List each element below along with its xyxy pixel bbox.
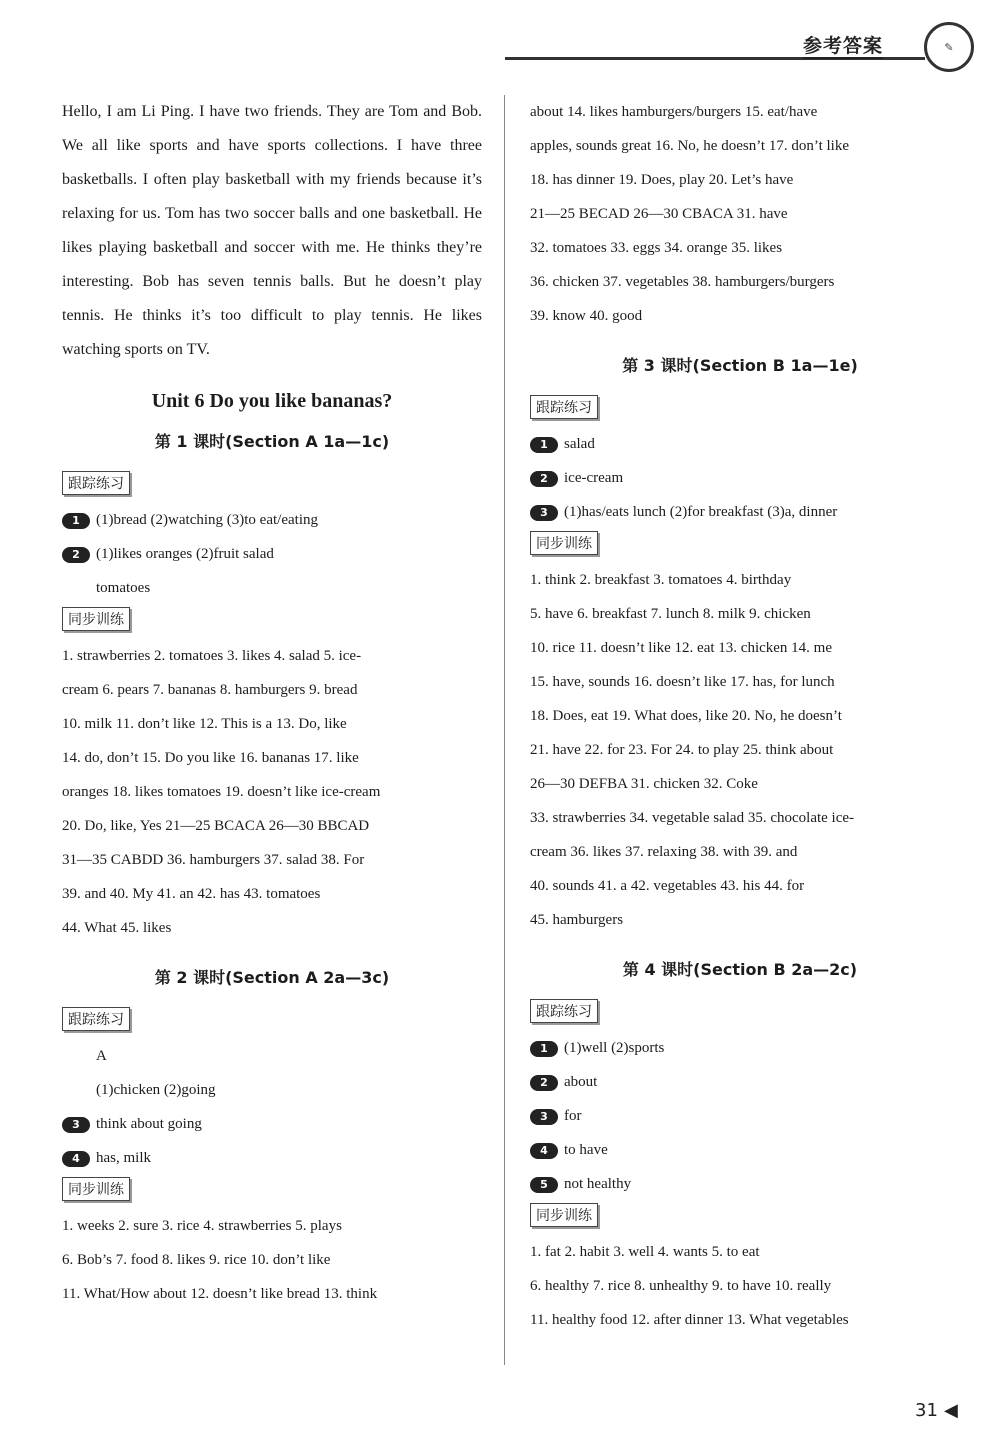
answer-line: cream 6. pears 7. bananas 8. hamburgers 9. bread <box>62 682 358 698</box>
track-item: A <box>96 1048 107 1064</box>
sync-training-tag: 同步训练 <box>530 1203 598 1227</box>
header-answer-tag: 参考答案 <box>803 35 884 57</box>
answer-line: 6. Bob’s 7. food 8. likes 9. rice 10. don’t like <box>62 1252 331 1268</box>
track-item: 2 ice-cream <box>530 461 950 495</box>
answer-line: 21—25 BECAD 26—30 CBACA 31. have <box>530 206 788 222</box>
track-item: 1 (1)well (2)sports <box>530 1031 950 1065</box>
answer-line: 31—35 CABDD 36. hamburgers 37. salad 38. For <box>62 852 365 868</box>
answer-line: 1. weeks 2. sure 3. rice 4. strawberries 5. plays <box>62 1218 342 1234</box>
answer-line: 18. has dinner 19. Does, play 20. Let’s have <box>530 172 794 188</box>
number-badge: 3 <box>530 1109 558 1125</box>
brand-logo-icon: ✎ <box>924 22 974 72</box>
track-item: 4 to have <box>530 1133 950 1167</box>
answer-line: 21. have 22. for 23. For 24. to play 25. think about <box>530 742 834 758</box>
answer-line: 5. have 6. breakfast 7. lunch 8. milk 9. chicken <box>530 606 811 622</box>
track-item: 3 (1)has/eats lunch (2)for breakfast (3)a, dinner <box>530 495 950 529</box>
left-column <box>62 95 482 1311</box>
tracking-practice-tag: 跟踪练习 <box>62 471 130 495</box>
track-item: (1)chicken (2)going <box>96 1082 216 1098</box>
number-badge: 2 <box>530 1075 558 1091</box>
answer-line: 1. think 2. breakfast 3. tomatoes 4. birthday <box>530 572 792 588</box>
track-item: 3 for <box>530 1099 950 1133</box>
number-badge: 1 <box>530 437 558 453</box>
section-title-1: 第 1 课时(Section A 1a—1c) <box>154 432 390 451</box>
answer-line: 44. What 45. likes <box>62 920 172 936</box>
answer-line: 11. What/How about 12. doesn’t like bread 13. think <box>62 1286 378 1302</box>
number-badge: 4 <box>530 1143 558 1159</box>
answer-line: 1. fat 2. habit 3. well 4. wants 5. to eat <box>530 1244 760 1260</box>
tracking-practice-tag: 跟踪练习 <box>530 395 598 419</box>
answer-line: 10. milk 11. don’t like 12. This is a 13. Do, like <box>62 716 347 732</box>
answer-line: 10. rice 11. doesn’t like 12. eat 13. chicken 14. me <box>530 640 832 656</box>
track-item: 4 has, milk <box>62 1141 482 1175</box>
sync-training-tag: 同步训练 <box>62 607 130 631</box>
answer-line: about 14. likes hamburgers/burgers 15. eat/have <box>530 104 818 120</box>
answer-line: 32. tomatoes 33. eggs 34. orange 35. likes <box>530 240 783 256</box>
section-title-4: 第 4 课时(Section B 2a—2c) <box>622 960 858 979</box>
number-badge: 1 <box>62 513 90 529</box>
right-column <box>530 95 950 1337</box>
number-badge: 2 <box>530 471 558 487</box>
number-badge: 3 <box>62 1117 90 1133</box>
track-item: 1 salad <box>530 427 950 461</box>
answer-line: 39. know 40. good <box>530 308 643 324</box>
tracking-practice-tag: 跟踪练习 <box>530 999 598 1023</box>
track-item: 3 think about going <box>62 1107 482 1141</box>
answer-line: 20. Do, like, Yes 21—25 BCACA 26—30 BBCAD <box>62 818 370 834</box>
answer-line: oranges 18. likes tomatoes 19. doesn’t like ice-cream <box>62 784 381 800</box>
number-badge: 5 <box>530 1177 558 1193</box>
answer-line: 11. healthy food 12. after dinner 13. What vegetables <box>530 1312 849 1328</box>
track-item: 2 about <box>530 1065 950 1099</box>
number-badge: 4 <box>62 1151 90 1167</box>
track-item: 5 not healthy <box>530 1167 950 1201</box>
answer-line: 45. hamburgers <box>530 912 624 928</box>
answer-line: 26—30 DEFBA 31. chicken 32. Coke <box>530 776 758 792</box>
section-title-3: 第 3 课时(Section B 1a—1e) <box>622 356 858 375</box>
answer-line: 15. have, sounds 16. doesn’t like 17. has, for lunch <box>530 674 835 690</box>
answer-line: cream 36. likes 37. relaxing 38. with 39. and <box>530 844 798 860</box>
track-item: 1 (1)bread (2)watching (3)to eat/eating <box>62 503 482 537</box>
answer-line: 40. sounds 41. a 42. vegetables 43. his 44. for <box>530 878 805 894</box>
answer-line: 36. chicken 37. vegetables 38. hamburgers/burgers <box>530 274 835 290</box>
answer-line: apples, sounds great 16. No, he doesn’t 17. don’t like <box>530 138 849 154</box>
answer-line: 1. strawberries 2. tomatoes 3. likes 4. salad 5. ice- <box>62 648 362 664</box>
answer-line: 14. do, don’t 15. Do you like 16. bananas 17. like <box>62 750 359 766</box>
track-item: 2 (1)likes oranges (2)fruit salad <box>62 537 482 571</box>
reading-paragraph: Hello, I am Li Ping. I have two friends. They are Tom and Bob. We all like sports and have sports collections. I have three basketballs. I often play basketball with my friends because it’s relaxing for us. Tom has two soccer balls and one basketball. He likes playing basketball and soccer with me. He thinks they’re interesting. Bob has seven tennis balls. But he doesn’t play tennis. He thinks it’s too difficult to play tennis. He likes watching sports on TV. <box>62 103 482 358</box>
track-item: tomatoes <box>96 580 151 596</box>
answer-line: 6. healthy 7. rice 8. unhealthy 9. to have 10. really <box>530 1278 832 1294</box>
answer-line: 39. and 40. My 41. an 42. has 43. tomatoes <box>62 886 321 902</box>
unit-title: Unit 6 Do you like bananas? <box>151 390 393 412</box>
number-badge: 1 <box>530 1041 558 1057</box>
answer-line: 18. Does, eat 19. What does, like 20. No, he doesn’t <box>530 708 842 724</box>
section-title-2: 第 2 课时(Section A 2a—3c) <box>154 968 390 987</box>
sync-training-tag: 同步训练 <box>62 1177 130 1201</box>
page-number: 31 <box>915 1400 938 1421</box>
sync-training-tag: 同步训练 <box>530 531 598 555</box>
answer-line: 33. strawberries 34. vegetable salad 35. chocolate ice- <box>530 810 855 826</box>
tracking-practice-tag: 跟踪练习 <box>62 1007 130 1031</box>
number-badge: 3 <box>530 505 558 521</box>
column-divider <box>504 95 505 1365</box>
number-badge: 2 <box>62 547 90 563</box>
page-arrow-icon: ◀ <box>944 1400 958 1420</box>
